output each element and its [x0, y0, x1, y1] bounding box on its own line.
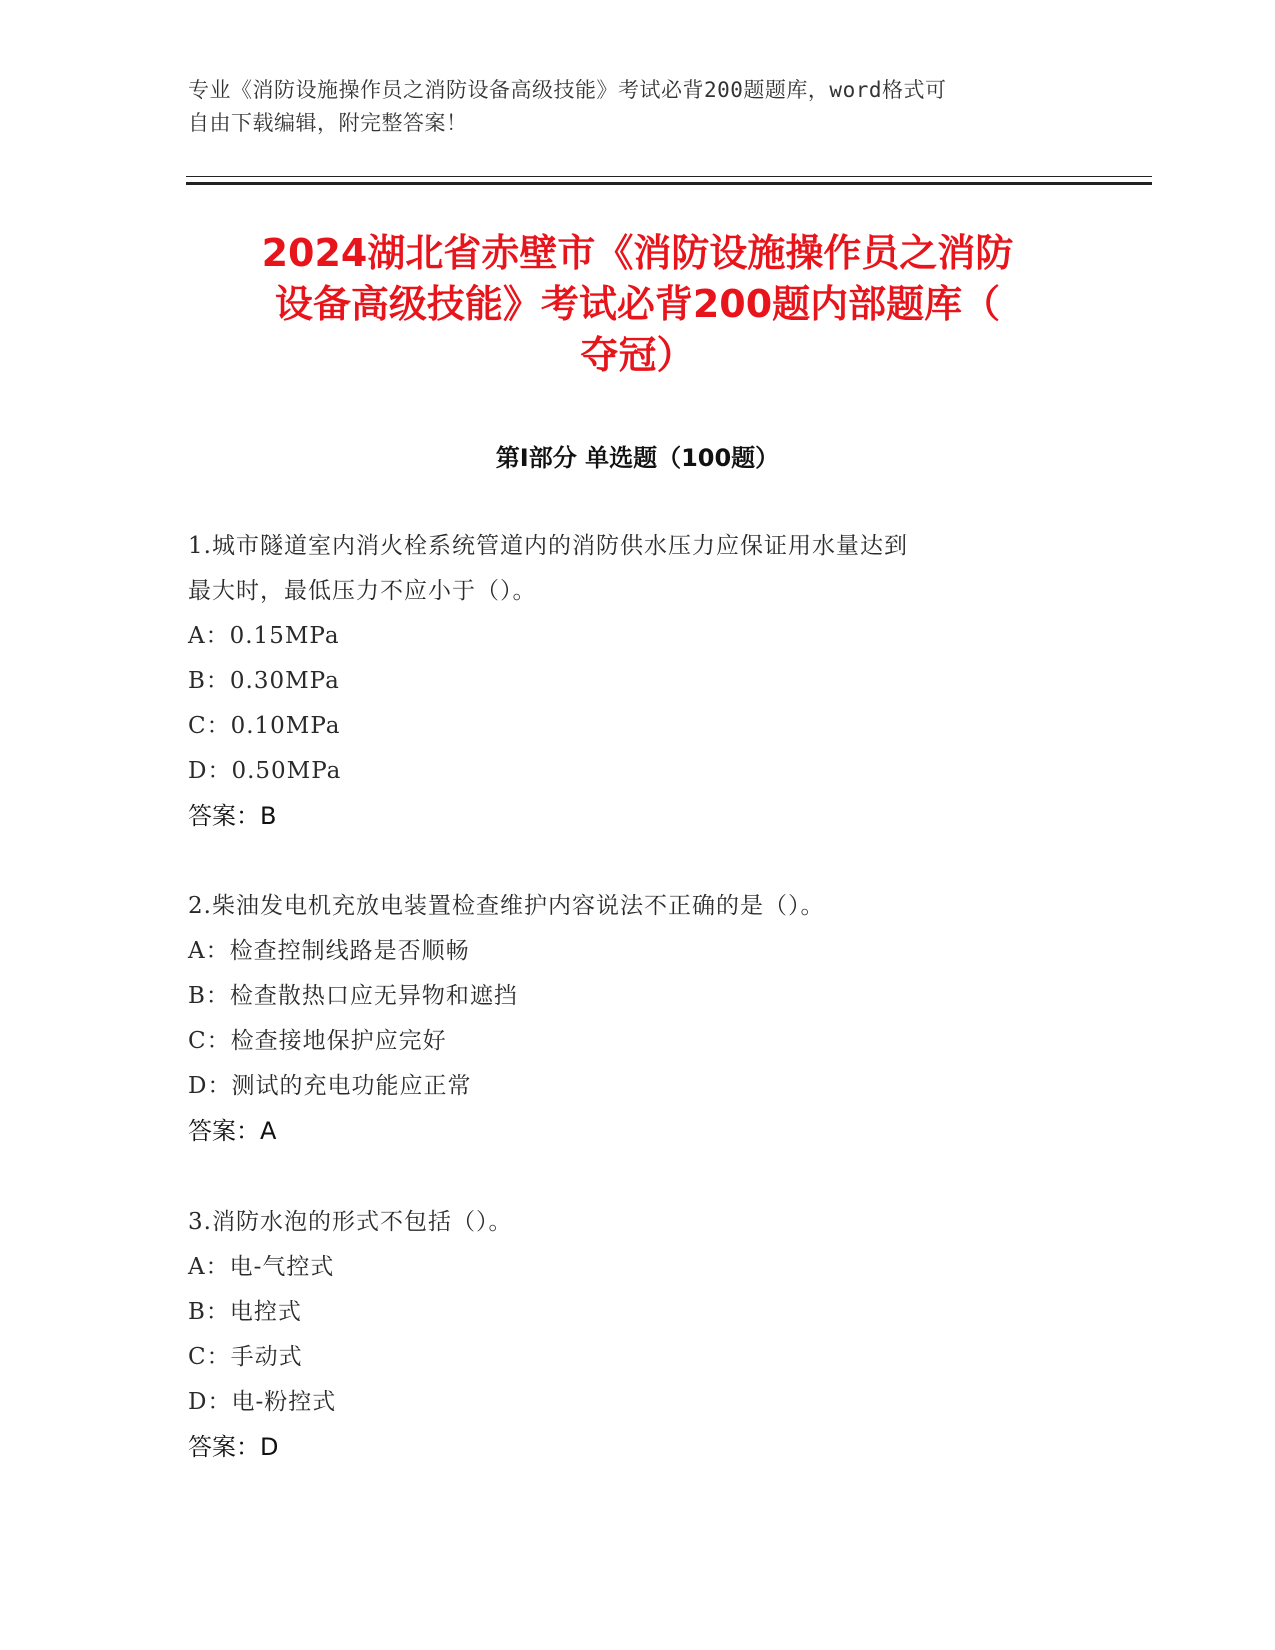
answer: 答案：D: [188, 1433, 279, 1461]
option-b: B：检查散热口应无异物和遮挡: [188, 983, 518, 1009]
header-note-line-1: 专业《消防设施操作员之消防设备高级技能》考试必背200题题库，word格式可: [188, 78, 947, 102]
header-note-line-2: 自由下载编辑，附完整答案！: [188, 111, 468, 135]
document-title-line-1: 2024湖北省赤壁市《消防设施操作员之消防: [261, 231, 1014, 275]
question-stem-line: 1.城市隧道室内消火栓系统管道内的消防供水压力应保证用水量达到: [188, 533, 908, 559]
answer: 答案：A: [188, 1117, 277, 1145]
option-d: D：0.50MPa: [188, 758, 342, 784]
option-d: D：电-粉控式: [188, 1389, 337, 1415]
option-a: A：检查控制线路是否顺畅: [188, 938, 470, 964]
option-b: B：电控式: [188, 1299, 302, 1325]
header-divider-thin: [186, 176, 1152, 177]
document-title-line-3: 夺冠）: [580, 333, 695, 377]
section-heading: 第I部分 单选题（100题）: [495, 444, 780, 472]
document-title-line-2: 设备高级技能》考试必背200题内部题库（: [274, 282, 1001, 326]
option-b: B：0.30MPa: [188, 668, 340, 694]
option-a: A：电-气控式: [188, 1254, 335, 1280]
option-a: A：0.15MPa: [188, 623, 340, 649]
question-2: [188, 884, 1068, 1154]
header-divider-thick: [186, 182, 1152, 185]
option-c: C：0.10MPa: [188, 713, 341, 739]
question-1: [188, 524, 1068, 839]
header-note: [188, 74, 1088, 140]
option-d: D：测试的充电功能应正常: [188, 1073, 472, 1099]
option-c: C：手动式: [188, 1344, 303, 1370]
answer: 答案：B: [188, 802, 277, 830]
document-title: [150, 228, 1125, 381]
question-3: [188, 1200, 1068, 1470]
question-stem-line: 2.柴油发电机充放电装置检查维护内容说法不正确的是（）。: [188, 893, 825, 919]
question-stem-line: 3.消防水泡的形式不包括（）。: [188, 1209, 513, 1235]
option-c: C：检查接地保护应完好: [188, 1028, 447, 1054]
question-stem-line: 最大时，最低压力不应小于（）。: [188, 578, 537, 604]
